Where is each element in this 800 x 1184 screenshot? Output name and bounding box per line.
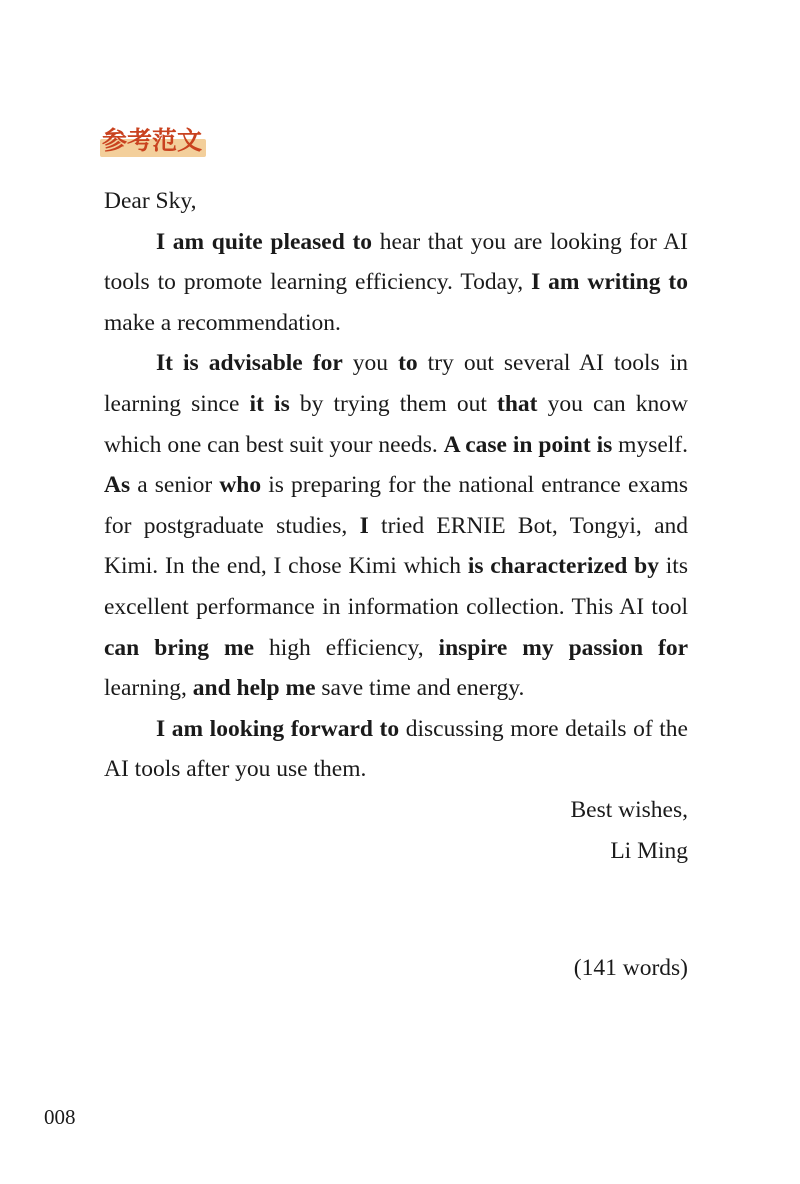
phrase-bold: is characterized by xyxy=(467,553,659,580)
phrase-bold: that xyxy=(497,390,538,417)
phrase: you can know which one can best suit your needs. xyxy=(104,390,688,458)
phrase-bold: It is advisable for xyxy=(156,350,343,377)
phrase: by trying them out xyxy=(289,390,498,417)
phrase-bold: inspire my passion for xyxy=(438,634,688,661)
paragraph-2 xyxy=(104,343,688,708)
page-number: 008 xyxy=(44,1105,76,1129)
phrase-bold: to xyxy=(398,350,418,377)
phrase: hear that you are looking for AI tools to promote learning efficiency. Today, xyxy=(104,228,688,296)
section-heading xyxy=(102,124,202,160)
phrase-bold: As xyxy=(104,472,131,499)
salutation: Dear Sky, xyxy=(104,188,197,214)
phrase: myself. xyxy=(612,431,688,458)
paragraph-3 xyxy=(104,709,688,790)
phrase-bold: A case in point is xyxy=(443,431,613,458)
phrase: save time and energy. xyxy=(315,675,525,702)
phrase-bold: I am looking forward to xyxy=(156,715,400,742)
phrase: its excellent performance in information collection. This AI tool xyxy=(104,553,688,620)
phrase: try out several AI tools in learning since xyxy=(104,350,688,417)
phrase-bold: I am writing to xyxy=(531,269,689,296)
signature: Li Ming xyxy=(610,837,688,864)
phrase: you xyxy=(342,350,399,377)
phrase: a senior xyxy=(130,472,220,499)
phrase: tried ERNIE Bot, Tongyi, and Kimi. In the end, I chose Kimi which xyxy=(104,512,688,580)
paragraph-1 xyxy=(104,222,688,344)
phrase-bold: and help me xyxy=(192,675,316,702)
phrase-bold: who xyxy=(219,472,262,499)
phrase: learning, xyxy=(104,675,193,702)
phrase-bold: it is xyxy=(249,390,290,417)
phrase: is preparing for the national entrance exams for postgraduate studies, xyxy=(104,472,688,539)
phrase: high efficiency, xyxy=(254,634,439,661)
closing: Best wishes, xyxy=(570,796,688,823)
phrase-bold: I xyxy=(359,512,369,539)
phrase-bold: I am quite pleased to xyxy=(156,228,373,255)
phrase-bold: can bring me xyxy=(104,634,255,661)
heading-text: 参考范文 xyxy=(102,126,203,155)
word-count: (141 words) xyxy=(573,955,688,981)
sample-letter xyxy=(104,181,688,871)
phrase: discussing more details of the AI tools after you use them. xyxy=(104,715,688,783)
phrase: make a recommendation. xyxy=(104,309,341,336)
